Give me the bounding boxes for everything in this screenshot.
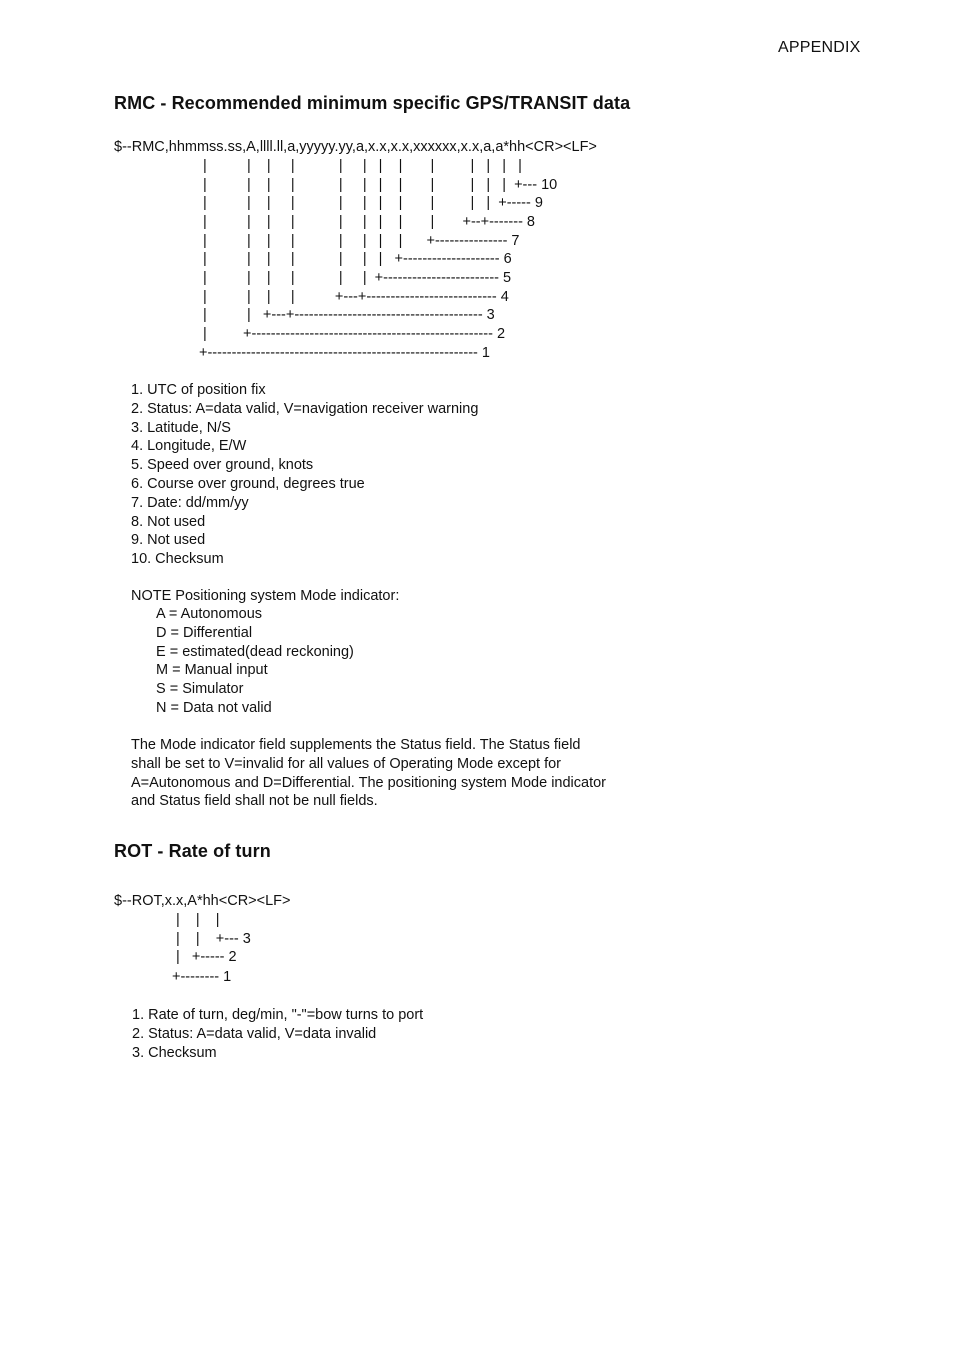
mode-indicator-paragraph [131,736,651,811]
list-item: 9. Not used [131,532,206,549]
appendix-label: APPENDIX [778,39,861,56]
rot-heading: ROT - Rate of turn [114,841,271,861]
paragraph-line: shall be set to V=invalid for all values of Operating Mode except for [131,755,562,772]
list-item: 1. UTC of position fix [131,382,266,398]
rmc-diagram-line: | | +---+--------------------------------------- 3 [203,307,495,323]
list-item: 4. Longitude, E/W [131,438,247,455]
rmc-diagram-line: | +-------------------------------------------------- 2 [203,326,506,342]
list-item: 2. Status: A=data valid, V=data invalid [132,1025,377,1042]
rot-diagram-line: | +----- 2 [172,949,237,965]
paragraph-line: and Status field shall not be null fields. [131,793,378,810]
list-item: N = Data not valid [156,699,272,716]
rot-diagram-line: | | | [172,912,220,928]
rmc-heading: RMC - Recommended minimum specific GPS/TRANSIT data [114,93,631,113]
list-item: A = Autonomous [156,606,263,622]
list-item: M = Manual input [156,662,268,679]
rmc-diagram-line: | | | | | | | | +--------------- 7 [203,233,520,249]
list-item: 2. Status: A=data valid, V=navigation receiver warning [131,400,479,417]
list-item: 7. Date: dd/mm/yy [131,494,249,511]
rot-diagram-line: | | +--- 3 [172,931,251,947]
list-item: D = Differential [156,624,253,641]
rmc-sentence-syntax: $--RMC,hhmmss.ss,A,llll.ll,a,yyyyy.yy,a,x.x,x.x,xxxxxx,x.x,a,a*hh<CR><LF> [114,139,597,155]
rmc-diagram-line: | | | | | | | | | +--+------- 8 [203,214,535,230]
list-item: 3. Latitude, N/S [131,419,231,436]
list-item: E = estimated(dead reckoning) [156,643,354,660]
rmc-diagram-line: | | | | | | | +-------------------- 6 [203,251,512,267]
mode-indicator-note-title: NOTE Positioning system Mode indicator: [131,588,400,604]
list-item: 1. Rate of turn, deg/min, "-"=bow turns to port [132,1007,424,1023]
list-item: S = Simulator [156,681,244,698]
list-item: 5. Speed over ground, knots [131,457,314,474]
mode-indicator-list [156,605,354,718]
list-item: 8. Not used [131,513,206,530]
rot-field-list [132,1006,423,1062]
rot-diagram-line: +-------- 1 [172,969,232,985]
rmc-diagram-line: | | | | | | +------------------------ 5 [203,270,512,286]
rmc-field-list [131,381,478,569]
list-item: 3. Checksum [132,1044,217,1061]
list-item: 10. Checksum [131,551,224,568]
rmc-diagram-line: +-------------------------------------------------------- 1 [199,345,490,361]
paragraph-line: A=Autonomous and D=Differential. The positioning system Mode indicator [131,774,607,791]
rmc-diagram-line: | | | | | | | | | | | | | [203,158,522,174]
rmc-diagram-line: | | | | | | | | | | | | +--- 10 [203,177,558,193]
rmc-diagram-line: | | | | | | | | | | | +----- 9 [203,195,543,211]
rot-sentence-syntax: $--ROT,x.x,A*hh<CR><LF> [114,893,291,909]
list-item: 6. Course over ground, degrees true [131,475,365,492]
paragraph-line: The Mode indicator field supplements the Status field. The Status field [131,737,581,753]
rmc-diagram-line: | | | | +---+--------------------------- 4 [203,289,509,305]
